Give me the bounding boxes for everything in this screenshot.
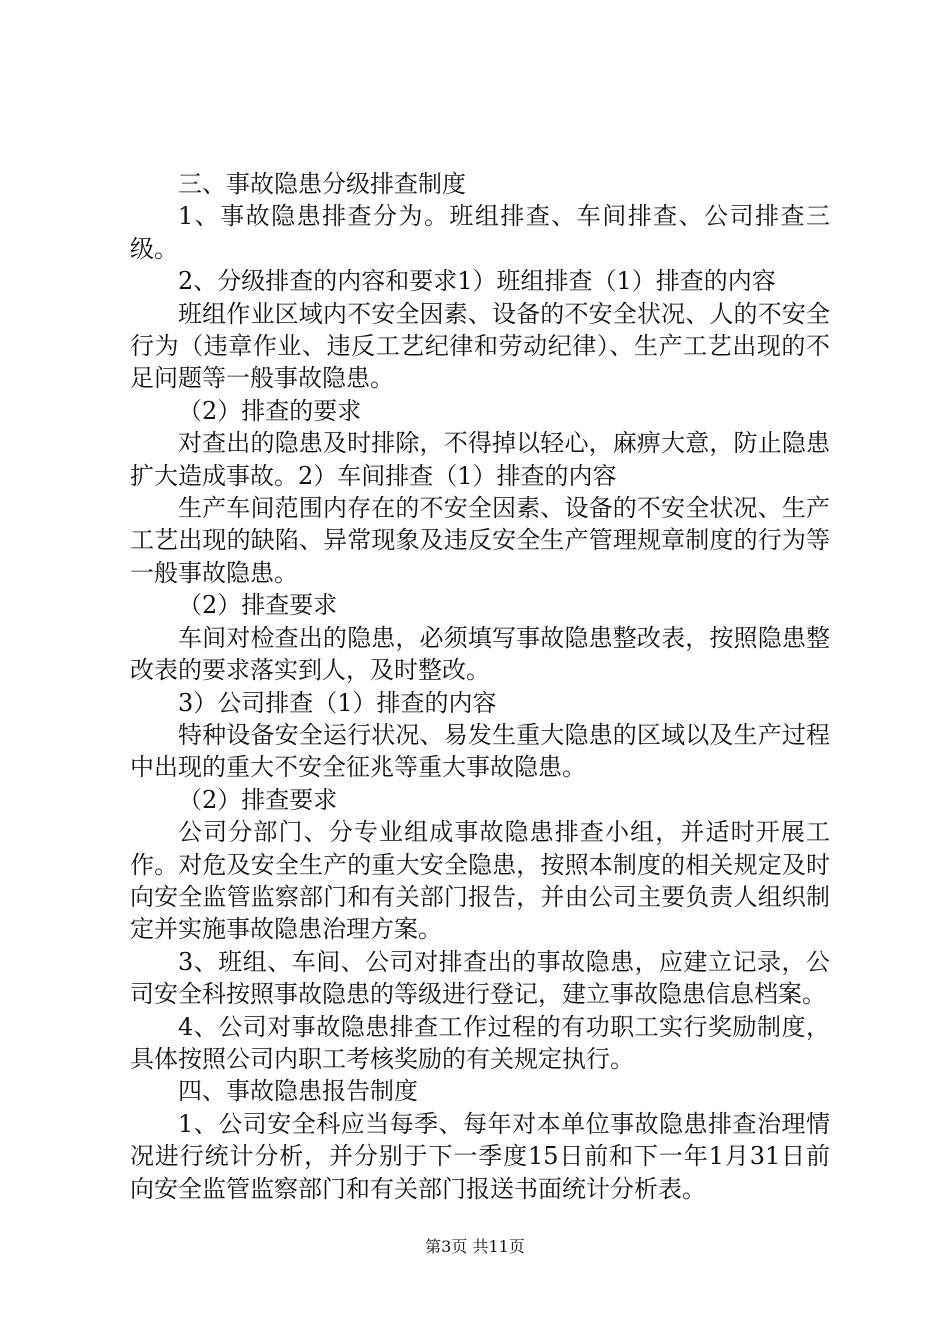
paragraph: （2）排查要求 xyxy=(178,591,338,620)
page-number-footer: 第3页 共11页 xyxy=(425,1237,525,1256)
paragraph: 3）公司排查（1）排查的内容 xyxy=(178,688,497,717)
paragraph: 4、公司对事故隐患排查工作过程的有功职工实行奖励制度，具体按照公司内职工考核奖励的有关规定执行。 xyxy=(130,1012,830,1073)
paragraph: 车间对检查出的隐患，必须填写事故隐患整改表，按照隐患整改表的要求落实到人，及时整改。 xyxy=(130,623,830,685)
paragraph: 公司分部门、分专业组成事故隐患排查小组，并适时开展工作。对危及安全生产的重大安全隐患，按照本制度的相关规定及时向安全监管监察部门和有关部门报告，并由公司主要负责人组织制定并实施事故隐患治理方案。 xyxy=(130,818,830,944)
paragraph: 班组作业区域内不安全因素、设备的不安全状况、人的不安全行为（违章作业、违反工艺纪律和劳动纪律）、生产工艺出现的不足问题等一般事故隐患。 xyxy=(130,299,830,393)
paragraph: 对查出的隐患及时排除，不得掉以轻心，麻痹大意，防止隐患扩大造成事故。2）车间排查（1）排查的内容 xyxy=(130,429,830,490)
paragraph: 3、班组、车间、公司对排查出的事故隐患，应建立记录，公司安全科按照事故隐患的等级进行登记，建立事故隐患信息档案。 xyxy=(130,947,830,1009)
paragraph: （2）排查要求 xyxy=(178,785,338,814)
paragraph: 2、分级排查的内容和要求1）班组排查（1）排查的内容 xyxy=(178,267,776,296)
section-heading-4: 四、事故隐患报告制度 xyxy=(178,1077,418,1106)
paragraph: （2）排查的要求 xyxy=(178,396,362,425)
paragraph: 1、公司安全科应当每季、每年对本单位事故隐患排查治理情况进行统计分析，并分别于下一季度15日前和下一年1月31日前向安全监管监察部门和有关部门报送书面统计分析表。 xyxy=(130,1109,830,1203)
paragraph: 1、事故隐患排查分为。班组排查、车间排查、公司排查三级。 xyxy=(130,202,830,263)
section-heading-3: 三、事故隐患分级排查制度 xyxy=(178,170,466,198)
paragraph: 特种设备安全运行状况、易发生重大隐患的区域以及生产过程中出现的重大不安全征兆等重大事故隐患。 xyxy=(130,720,830,782)
document-body xyxy=(130,168,830,1205)
paragraph: 生产车间范围内存在的不安全因素、设备的不安全状况、生产工艺出现的缺陷、异常现象及违反安全生产管理规章制度的行为等一般事故隐患。 xyxy=(130,494,830,587)
